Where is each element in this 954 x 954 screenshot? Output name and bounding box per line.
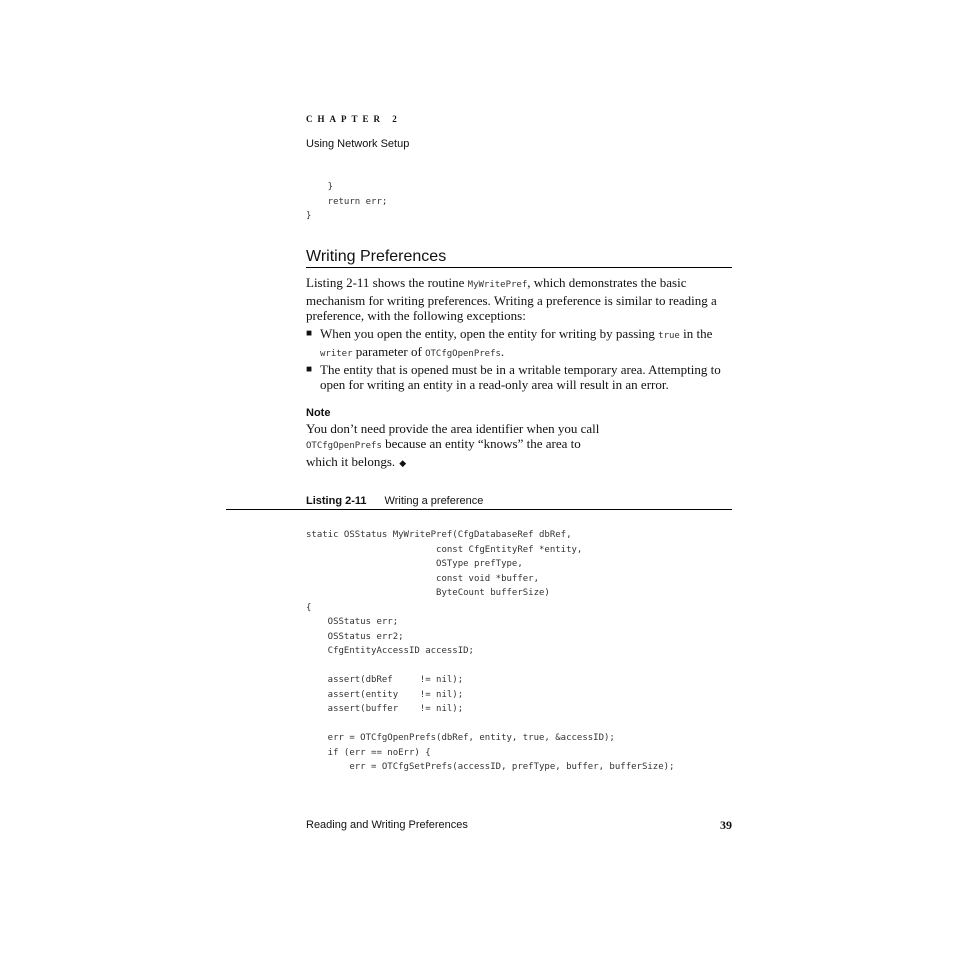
listing-caption <box>306 495 483 507</box>
running-head: Using Network Setup <box>306 138 410 150</box>
code-line: return err; <box>306 196 388 207</box>
bullet-text-part: When you open the entity, open the entity for writing by passing <box>320 326 659 341</box>
note-line-3 <box>306 454 626 471</box>
bullet-text-part: parameter of <box>352 344 426 359</box>
code-line: OSStatus err2; <box>306 631 404 642</box>
code-line: ByteCount bufferSize) <box>306 588 550 598</box>
code-line: if (err == noErr) { <box>306 747 431 758</box>
note-heading: Note <box>306 407 331 419</box>
note-line-2 <box>306 436 626 454</box>
chapter-label: CHAPTER 2 <box>306 114 402 124</box>
code-line: CfgEntityAccessID accessID; <box>306 646 474 656</box>
footer-title: Reading and Writing Preferences <box>306 819 468 831</box>
section-title: Writing Preferences <box>306 248 732 268</box>
code-line: assert(dbRef != nil); <box>306 675 464 685</box>
bullet-code: writer <box>320 349 353 359</box>
bullet-square-icon: ■ <box>306 328 313 339</box>
listing-label: Listing 2-11 <box>306 495 367 507</box>
code-line: assert(buffer != nil); <box>306 704 464 714</box>
note-text: because an entity “knows” the area to <box>381 436 581 451</box>
code-block-top <box>306 180 387 224</box>
code-line: static OSStatus MyWritePref(CfgDatabaseRef dbRef, <box>306 530 572 540</box>
note-code: OTCfgOpenPrefs <box>306 441 382 451</box>
code-line: OSType prefType, <box>306 559 523 569</box>
code-line: OSStatus err; <box>306 617 399 627</box>
bullet-text-part: in the <box>679 326 713 341</box>
bullet-text-part: . <box>500 344 505 359</box>
note-body <box>306 421 626 471</box>
code-line: err = OTCfgSetPrefs(accessID, prefType, buffer, bufferSize); <box>306 762 675 772</box>
note-line-1: You don’t need provide the area identifier when you call <box>306 421 600 436</box>
code-line: const CfgEntityRef *entity, <box>306 544 583 555</box>
intro-text-1: Listing 2-11 shows the routine <box>306 275 468 290</box>
code-line: const void *buffer, <box>306 573 539 584</box>
code-line: assert(entity != nil); <box>306 689 464 700</box>
listing-title: Writing a preference <box>384 495 484 507</box>
code-line: err = OTCfgOpenPrefs(dbRef, entity, true, &accessID); <box>306 733 615 743</box>
listing-rule <box>226 509 732 510</box>
bullet-item-1 <box>306 326 732 362</box>
intro-code: MyWritePref <box>467 280 528 290</box>
note-text: which it belongs. <box>306 454 396 469</box>
bullet-item-2 <box>306 362 732 392</box>
page-number: 39 <box>720 818 732 832</box>
bullet-code: true <box>658 331 680 341</box>
code-listing <box>306 528 674 775</box>
intro-paragraph <box>306 275 732 323</box>
bullet-text: The entity that is opened must be in a writable temporary area. Attempting to open for writing an entity in a read-only area will result in an error. <box>320 362 721 392</box>
code-line: { <box>306 602 312 613</box>
bullet-text <box>320 326 732 362</box>
bullet-code: OTCfgOpenPrefs <box>425 349 501 359</box>
diamond-end-icon: ◆ <box>399 458 407 468</box>
code-line: } <box>306 211 312 221</box>
intro-text-2: , which demonstrates the basic mechanism for writing preferences. Writing a preference is similar to reading a preference, with the following exceptions: <box>306 275 717 323</box>
code-line: } <box>306 182 334 192</box>
bullet-square-icon: ■ <box>306 364 313 375</box>
